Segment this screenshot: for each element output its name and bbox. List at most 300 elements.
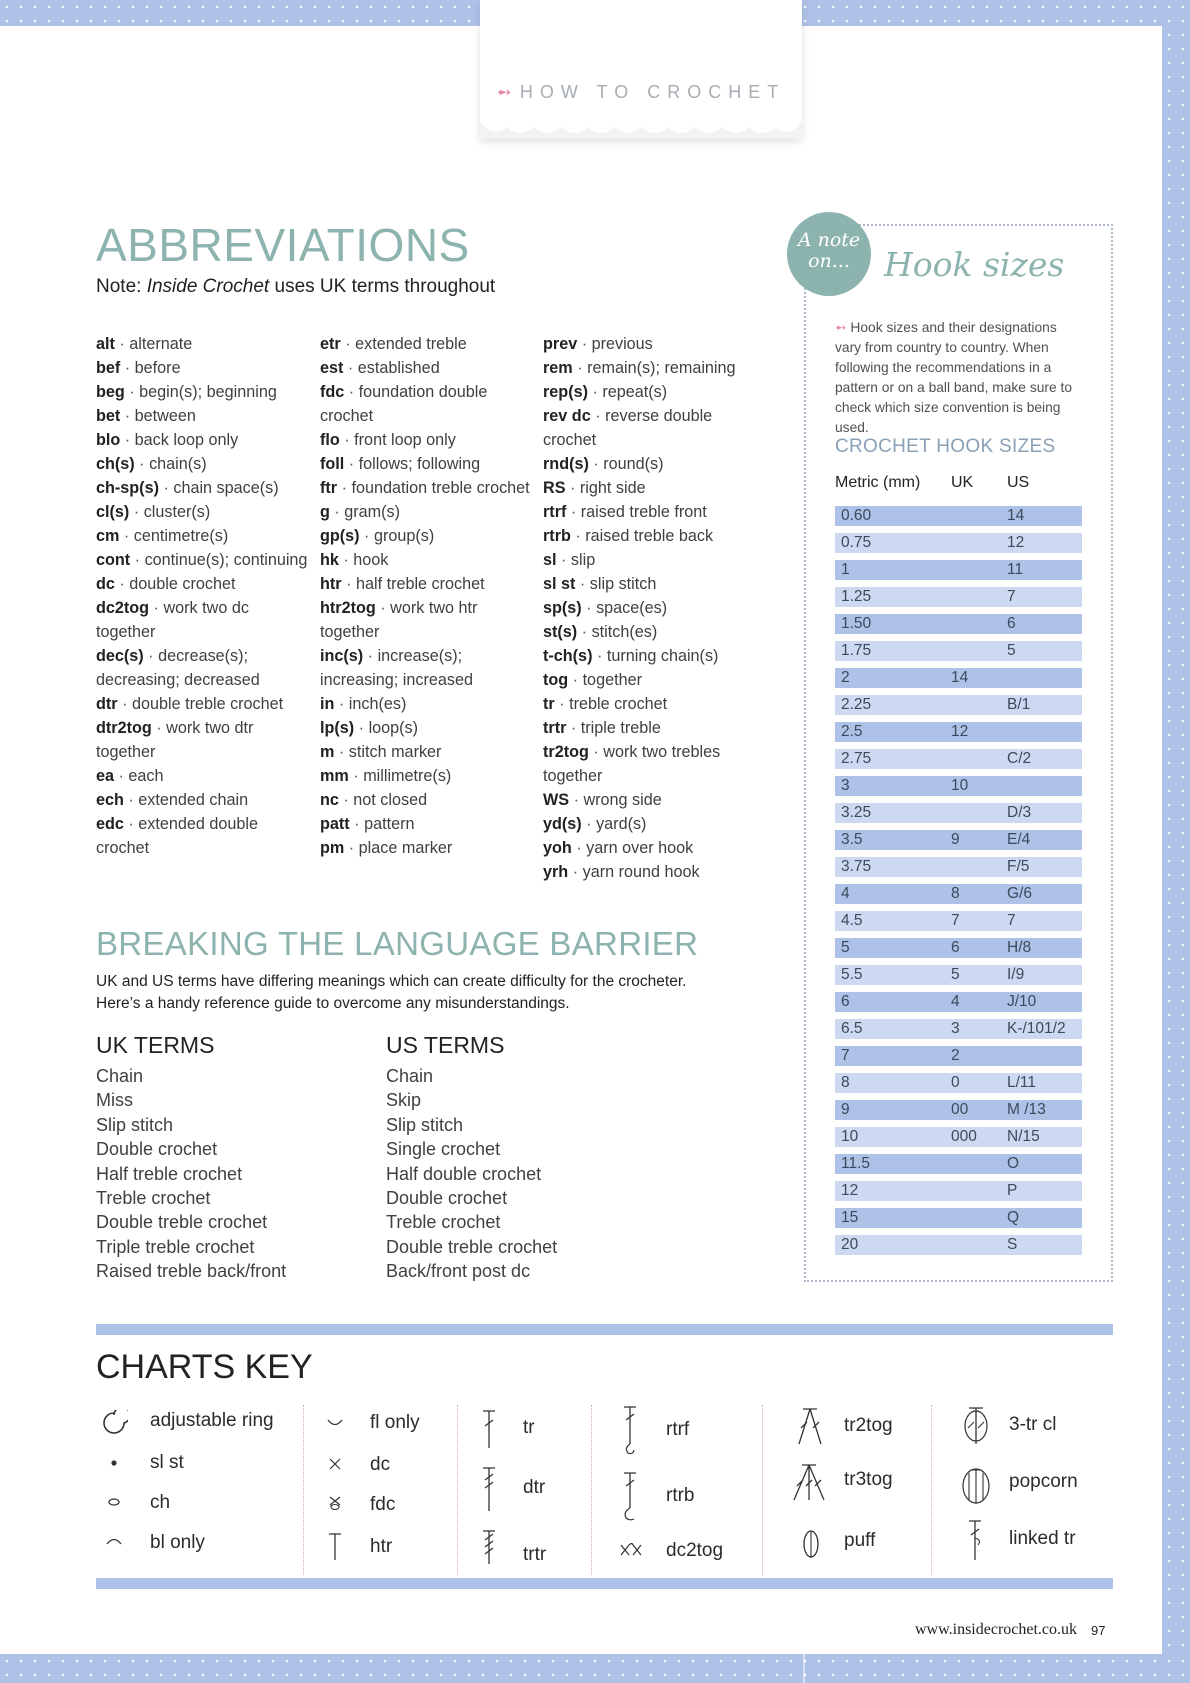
abbreviation-term: dc	[96, 575, 115, 593]
website-link[interactable]: www.insidecrochet.co.uk	[915, 1621, 1078, 1638]
page-number: 97	[1091, 1623, 1106, 1638]
abbreviation-meaning: reverse double crochet	[543, 407, 713, 449]
abbreviation-meaning: together	[582, 671, 642, 689]
metric-cell: 0.60	[841, 507, 872, 524]
abbreviation-entry: g · gram(s)	[320, 503, 401, 521]
table-row	[835, 1208, 1082, 1228]
us-cell: E/4	[1007, 831, 1031, 848]
abbreviation-meaning: work two dc together	[96, 599, 249, 641]
abbreviation-meaning: extended double crochet	[96, 815, 259, 857]
term-item: Double crochet	[386, 1188, 508, 1209]
key-label-sl-st: sl st	[150, 1452, 184, 1473]
abbreviation-meaning: stitch marker	[348, 743, 442, 761]
abbreviation-entry: lp(s) · loop(s)	[320, 719, 419, 737]
abbreviation-entry: mm · millimetre(s)	[320, 767, 452, 785]
uk-terms-heading: UK TERMS	[96, 1032, 215, 1058]
abbreviation-meaning: stitch(es)	[591, 623, 658, 641]
abbreviation-entry: cm · centimetre(s)	[96, 527, 229, 545]
abbreviation-term: pm	[320, 839, 345, 857]
abbreviation-meaning: raised treble front	[580, 503, 707, 521]
abbreviation-term: prev	[543, 335, 578, 353]
abbreviation-meaning: inch(es)	[348, 695, 407, 713]
abbreviation-entry: yd(s) · yard(s)	[543, 815, 647, 833]
abbreviation-entry: yrh · yarn round hook	[543, 863, 700, 881]
abbreviation-term: fdc	[320, 383, 345, 401]
column-header-uk: UK	[951, 474, 974, 491]
abbreviation-entry: hk · hook	[320, 551, 389, 569]
metric-cell: 3.5	[841, 831, 863, 848]
column-divider	[303, 1405, 304, 1575]
tr-icon	[480, 1408, 498, 1450]
abbreviation-term: rtrf	[543, 503, 567, 521]
us-cell: H/8	[1007, 939, 1032, 956]
table-row	[835, 614, 1082, 634]
table-row	[835, 965, 1082, 985]
abbreviation-term: in	[320, 695, 335, 713]
metric-cell: 3	[841, 777, 850, 794]
abbreviation-meaning: follows; following	[358, 455, 481, 473]
us-cell: M /13	[1007, 1101, 1046, 1118]
abbreviation-entry: dc2tog · work two dc together	[96, 599, 249, 641]
metric-cell: 12	[841, 1182, 859, 1199]
abbreviation-meaning: yarn round hook	[582, 863, 700, 881]
a-note-on-badge: A note on...	[787, 212, 871, 296]
term-item: Miss	[96, 1090, 133, 1111]
abbreviation-entry: alt · alternate	[96, 335, 193, 353]
table-row	[835, 911, 1082, 931]
abbreviation-term: yd(s)	[543, 815, 582, 833]
abbreviation-entry: yoh · yarn over hook	[543, 839, 694, 857]
us-terms-list	[386, 1064, 557, 1284]
sl-st-icon	[110, 1458, 120, 1468]
abbreviation-term: htr	[320, 575, 342, 593]
3-tr-cl-icon	[962, 1404, 990, 1446]
abbreviation-meaning: group(s)	[373, 527, 435, 545]
abbreviation-meaning: alternate	[129, 335, 193, 353]
abbreviation-entry: rtrb · raised treble back	[543, 527, 714, 545]
term-item: Treble crochet	[96, 1188, 211, 1209]
abbreviation-entry: htr · half treble crochet	[320, 575, 485, 593]
abbreviation-meaning: before	[134, 359, 181, 377]
table-row	[835, 884, 1082, 904]
abbreviation-term: rnd(s)	[543, 455, 589, 473]
abbreviation-entry: dtr2tog · work two dtr together	[96, 719, 254, 761]
charts-key-title: CHARTS KEY	[96, 1348, 313, 1386]
table-row	[835, 803, 1082, 823]
key-label-rtrb: rtrb	[666, 1485, 695, 1506]
abbreviation-meaning: yarn over hook	[586, 839, 694, 857]
us-cell: L/11	[1007, 1074, 1037, 1091]
trtr-icon	[480, 1528, 498, 1566]
abbreviation-entry: st(s) · stitch(es)	[543, 623, 658, 641]
abbreviation-meaning: previous	[591, 335, 653, 353]
us-cell: S	[1007, 1236, 1018, 1253]
term-item: Slip stitch	[96, 1114, 174, 1135]
abbreviation-term: cl(s)	[96, 503, 130, 521]
term-item: Double treble crochet	[96, 1212, 268, 1233]
us-cell: G/6	[1007, 885, 1032, 902]
column-divider	[457, 1405, 458, 1575]
table-row	[835, 533, 1082, 553]
abbreviation-term: ch(s)	[96, 455, 135, 473]
uk-cell: 10	[951, 777, 969, 794]
metric-cell: 6.5	[841, 1020, 863, 1037]
abbreviation-term: flo	[320, 431, 340, 449]
abbreviations-column-1	[96, 332, 311, 860]
abbreviation-term: nc	[320, 791, 339, 809]
abbreviation-entry: etr · extended treble	[320, 335, 467, 353]
abbreviation-meaning: loop(s)	[368, 719, 419, 737]
tr2tog-icon	[795, 1406, 825, 1446]
dtr-icon	[480, 1465, 498, 1513]
us-cell: 12	[1007, 534, 1025, 551]
us-cell: 11	[1007, 561, 1024, 578]
abbreviation-entry: patt · pattern	[320, 815, 415, 833]
key-label-adjustable-ring: adjustable ring	[150, 1410, 274, 1431]
abbreviation-meaning: space(es)	[596, 599, 668, 617]
abbreviation-entry: pm · place marker	[320, 839, 453, 857]
abbreviation-meaning: turning chain(s)	[606, 647, 719, 665]
key-label-linked-tr: linked tr	[1009, 1528, 1076, 1549]
abbreviation-entry: nc · not closed	[320, 791, 428, 809]
metric-cell: 4	[841, 885, 850, 902]
abbreviation-meaning: not closed	[353, 791, 428, 809]
language-barrier-title: BREAKING THE LANGUAGE BARRIER	[96, 925, 699, 962]
abbreviation-entry: blo · back loop only	[96, 431, 239, 449]
table-row	[835, 938, 1082, 958]
key-label-trtr: trtr	[523, 1544, 547, 1565]
abbreviation-entry: flo · front loop only	[320, 431, 456, 449]
term-item: Back/front post dc	[386, 1261, 531, 1282]
abbreviation-term: rem	[543, 359, 573, 377]
abbreviation-term: tr2tog	[543, 743, 589, 761]
term-item: Slip stitch	[386, 1114, 464, 1135]
table-row	[835, 695, 1082, 715]
abbreviation-term: hk	[320, 551, 339, 569]
term-item: Skip	[386, 1090, 422, 1111]
abbreviation-entry: edc · extended double crochet	[96, 815, 259, 857]
abbreviation-meaning: place marker	[358, 839, 453, 857]
column-header-us: US	[1007, 474, 1030, 491]
abbreviation-entry: in · inch(es)	[320, 695, 407, 713]
abbreviation-entry: bef · before	[96, 359, 181, 377]
hook-sizes-text: ➻ Hook sizes and their designations vary from country to country. When following the recommendations in a pattern or on a ball band, make sure to check which size convention is being used.	[835, 320, 1072, 435]
abbreviation-term: WS	[543, 791, 570, 809]
abbreviation-entry: ech · extended chain	[96, 791, 249, 809]
uk-cell: 2	[951, 1047, 960, 1064]
abbreviation-term: sl st	[543, 575, 576, 593]
metric-cell: 1.50	[841, 615, 872, 632]
abbreviation-term: foll	[320, 455, 345, 473]
key-label-tr: tr	[523, 1417, 535, 1438]
table-row	[835, 506, 1082, 526]
abbreviation-entry: WS · wrong side	[543, 791, 662, 809]
abbreviation-entry: beg · begin(s); beginning	[96, 383, 277, 401]
abbreviation-term: patt	[320, 815, 350, 833]
abbreviation-entry: rep(s) · repeat(s)	[543, 383, 668, 401]
abbreviation-meaning: continue(s); continuing	[144, 551, 308, 569]
abbreviation-term: beg	[96, 383, 125, 401]
abbreviation-term: tr	[543, 695, 555, 713]
abbreviations-title: ABBREVIATIONS	[96, 219, 470, 271]
language-barrier-intro: UK and US terms have differing meanings which can create difficulty for the crocheter. Here’s a handy reference guide to overcome any misunderstandings.	[96, 973, 687, 1012]
abbreviation-term: lp(s)	[320, 719, 355, 737]
abbreviation-term: g	[320, 503, 330, 521]
abbreviation-meaning: begin(s); beginning	[139, 383, 277, 401]
abbreviation-entry: rev dc · reverse double crochet	[543, 407, 713, 449]
hook-sizes-table	[835, 506, 1082, 1262]
rtrf-icon	[620, 1404, 640, 1456]
abbreviation-term: alt	[96, 335, 115, 353]
table-row	[835, 857, 1082, 877]
metric-cell: 2.75	[841, 750, 872, 767]
abbreviation-term: inc(s)	[320, 647, 364, 665]
abbreviation-meaning: treble crochet	[569, 695, 668, 713]
metric-cell: 5.5	[841, 966, 863, 983]
key-label-dtr: dtr	[523, 1477, 546, 1498]
column-divider	[931, 1405, 932, 1575]
uk-cell: 9	[951, 831, 960, 848]
metric-cell: 1	[841, 561, 850, 578]
abbreviation-term: gp(s)	[320, 527, 360, 545]
abbreviation-term: dc2tog	[96, 599, 150, 617]
abbreviation-term: ea	[96, 767, 115, 785]
key-label-fl-only: fl only	[370, 1412, 420, 1433]
table-row	[835, 587, 1082, 607]
us-cell: I/9	[1007, 966, 1025, 983]
table-row	[835, 1154, 1082, 1174]
key-label-rtrf: rtrf	[666, 1419, 690, 1440]
abbreviation-entry: ea · each	[96, 767, 164, 785]
section-header-tab	[480, 0, 802, 138]
bl-only-icon	[105, 1536, 123, 1546]
table-row	[835, 641, 1082, 661]
abbreviation-term: tog	[543, 671, 569, 689]
table-row	[835, 668, 1082, 688]
abbreviation-meaning: established	[357, 359, 440, 377]
us-cell: K-/101/2	[1007, 1020, 1066, 1037]
abbreviation-meaning: double treble crochet	[131, 695, 284, 713]
abbreviation-term: RS	[543, 479, 566, 497]
us-cell: 5	[1007, 642, 1016, 659]
abbreviation-meaning: chain(s)	[149, 455, 207, 473]
abbreviation-entry: tr · treble crochet	[543, 695, 668, 713]
abbreviation-term: cont	[96, 551, 131, 569]
abbreviation-term: htr2tog	[320, 599, 376, 617]
table-row	[835, 560, 1082, 580]
abbreviation-entry: dec(s) · decrease(s); decreasing; decreased	[96, 647, 260, 689]
metric-cell: 2.25	[841, 696, 872, 713]
dc2tog-icon	[619, 1543, 645, 1557]
abbreviation-entry: htr2tog · work two htr together	[320, 599, 478, 641]
metric-cell: 6	[841, 993, 850, 1010]
abbreviation-term: yoh	[543, 839, 572, 857]
abbreviation-meaning: remain(s); remaining	[587, 359, 736, 377]
abbreviation-entry: est · established	[320, 359, 440, 377]
abbreviation-meaning: front loop only	[354, 431, 456, 449]
uk-terms-list	[96, 1064, 286, 1284]
abbreviation-meaning: triple treble	[580, 719, 661, 737]
popcorn-icon	[960, 1462, 992, 1506]
us-cell: 7	[1007, 912, 1016, 929]
abbreviations-column-2	[320, 332, 530, 860]
key-label-puff: puff	[844, 1530, 876, 1551]
abbreviation-entry: m · stitch marker	[320, 743, 442, 761]
abbreviation-term: ch-sp(s)	[96, 479, 159, 497]
abbreviation-meaning: gram(s)	[344, 503, 401, 521]
tr3tog-icon	[791, 1462, 827, 1502]
column-divider	[591, 1405, 592, 1575]
abbreviation-term: rev dc	[543, 407, 591, 425]
us-cell: 7	[1007, 588, 1016, 605]
abbreviation-meaning: each	[128, 767, 164, 785]
key-label-dc: dc	[370, 1454, 391, 1475]
scalloped-edge	[480, 121, 802, 139]
us-cell: D/3	[1007, 804, 1032, 821]
abbreviation-entry: sl · slip	[543, 551, 596, 569]
abbreviation-term: t-ch(s)	[543, 647, 593, 665]
table-row	[835, 1235, 1082, 1255]
metric-cell: 11.5	[841, 1155, 871, 1172]
abbreviation-meaning: work two dtr together	[96, 719, 254, 761]
term-item: Double crochet	[96, 1139, 218, 1160]
htr-icon	[326, 1532, 344, 1562]
abbreviation-term: blo	[96, 431, 121, 449]
abbreviation-term: mm	[320, 767, 349, 785]
metric-cell: 8	[841, 1074, 850, 1091]
abbreviation-entry: sl st · slip stitch	[543, 575, 657, 593]
metric-cell: 3.75	[841, 858, 872, 875]
dotted-frame-right	[1162, 0, 1190, 1683]
us-cell: C/2	[1007, 750, 1032, 767]
uk-cell: 7	[951, 912, 960, 929]
us-cell: Q	[1007, 1209, 1020, 1226]
key-label-3-tr-cl: 3-tr cl	[1009, 1414, 1057, 1435]
metric-cell: 5	[841, 939, 850, 956]
key-label-tr3tog: tr3tog	[844, 1469, 893, 1490]
abbreviation-meaning: slip	[570, 551, 596, 569]
charts-key-top-band	[96, 1324, 1113, 1335]
uk-cell: 6	[951, 939, 960, 956]
uk-cell: 0	[951, 1074, 960, 1091]
key-label-fdc: fdc	[370, 1494, 396, 1515]
abbreviation-meaning: cluster(s)	[143, 503, 211, 521]
abbreviation-meaning: half treble crochet	[355, 575, 485, 593]
abbreviation-meaning: double crochet	[129, 575, 236, 593]
dotted-frame-bottom	[0, 1654, 1190, 1683]
metric-cell: 3.25	[841, 804, 872, 821]
key-label-htr: htr	[370, 1536, 393, 1557]
hook-table-title: CROCHET HOOK SIZES	[835, 436, 1056, 457]
puff-icon	[800, 1526, 822, 1560]
abbreviation-entry: rem · remain(s); remaining	[543, 359, 736, 377]
ch-icon	[106, 1496, 122, 1508]
term-item: Half double crochet	[386, 1163, 542, 1184]
key-label-popcorn: popcorn	[1009, 1471, 1078, 1492]
abbreviation-meaning: raised treble back	[585, 527, 714, 545]
abbreviation-term: dtr	[96, 695, 118, 713]
metric-cell: 2	[841, 669, 850, 686]
abbreviation-meaning: work two trebles together	[543, 743, 721, 785]
abbreviation-term: sp(s)	[543, 599, 582, 617]
abbreviation-meaning: back loop only	[134, 431, 239, 449]
abbreviation-meaning: foundation treble crochet	[351, 479, 530, 497]
abbreviation-meaning: pattern	[364, 815, 415, 833]
abbreviation-entry: ftr · foundation treble crochet	[320, 479, 530, 497]
metric-cell: 15	[841, 1209, 859, 1226]
abbreviation-term: cm	[96, 527, 120, 545]
abbreviation-entry: fdc · foundation double crochet	[320, 383, 488, 425]
section-title: ➻ HOW TO CROCHET	[496, 82, 786, 102]
term-item: Half treble crochet	[96, 1163, 243, 1184]
metric-cell: 1.25	[841, 588, 872, 605]
us-cell: O	[1007, 1155, 1020, 1172]
abbreviation-term: rtrb	[543, 527, 571, 545]
metric-cell: 0.75	[841, 534, 872, 551]
term-item: Chain	[96, 1066, 144, 1086]
abbreviation-meaning: chain space(s)	[173, 479, 279, 497]
table-row	[835, 1073, 1082, 1093]
abbreviation-meaning: extended treble	[355, 335, 467, 353]
abbreviation-term: rep(s)	[543, 383, 588, 401]
abbreviation-meaning: decrease(s); decreasing; decreased	[96, 647, 260, 689]
metric-cell: 10	[841, 1128, 859, 1145]
abbreviation-term: ech	[96, 791, 124, 809]
abbreviation-meaning: foundation double crochet	[320, 383, 488, 425]
arrow-icon: ➻	[835, 320, 851, 335]
abbreviation-meaning: extended chain	[138, 791, 249, 809]
us-cell: J/10	[1007, 993, 1037, 1010]
abbreviation-entry: t-ch(s) · turning chain(s)	[543, 647, 719, 665]
abbreviation-term: ftr	[320, 479, 338, 497]
abbreviation-term: st(s)	[543, 623, 578, 641]
abbreviation-term: bef	[96, 359, 121, 377]
metric-cell: 1.75	[841, 642, 872, 659]
metric-cell: 2.5	[841, 723, 863, 740]
abbreviation-entry: cl(s) · cluster(s)	[96, 503, 211, 521]
abbreviation-meaning: millimetre(s)	[363, 767, 452, 785]
term-item: Chain	[386, 1066, 434, 1086]
abbreviation-meaning: between	[134, 407, 196, 425]
rtrb-icon	[620, 1470, 640, 1522]
uk-cell: 00	[951, 1101, 969, 1118]
abbreviation-meaning: slip stitch	[589, 575, 657, 593]
abbreviation-entry: ch(s) · chain(s)	[96, 455, 207, 473]
abbreviation-meaning: centimetre(s)	[133, 527, 229, 545]
abbreviations-column-3	[543, 332, 753, 884]
table-row	[835, 1127, 1082, 1147]
abbreviation-entry: cont · continue(s); continuing	[96, 551, 308, 569]
us-cell: 6	[1007, 615, 1016, 632]
term-item: Treble crochet	[386, 1212, 501, 1233]
uk-cell: 8	[951, 885, 960, 902]
fdc-icon	[327, 1494, 343, 1512]
dc-icon	[328, 1457, 342, 1471]
term-item: Raised treble back/front	[96, 1261, 287, 1282]
abbreviation-entry: ch-sp(s) · chain space(s)	[96, 479, 279, 497]
abbreviation-term: yrh	[543, 863, 569, 881]
abbreviation-term: sl	[543, 551, 557, 569]
abbreviation-term: est	[320, 359, 344, 377]
metric-cell: 9	[841, 1101, 850, 1118]
table-row	[835, 776, 1082, 796]
abbreviation-entry: tog · together	[543, 671, 642, 689]
column-divider	[762, 1405, 763, 1575]
abbreviation-entry: prev · previous	[543, 335, 653, 353]
abbreviation-meaning: repeat(s)	[602, 383, 668, 401]
abbreviation-entry: trtr · triple treble	[543, 719, 661, 737]
abbreviation-meaning: yard(s)	[596, 815, 647, 833]
